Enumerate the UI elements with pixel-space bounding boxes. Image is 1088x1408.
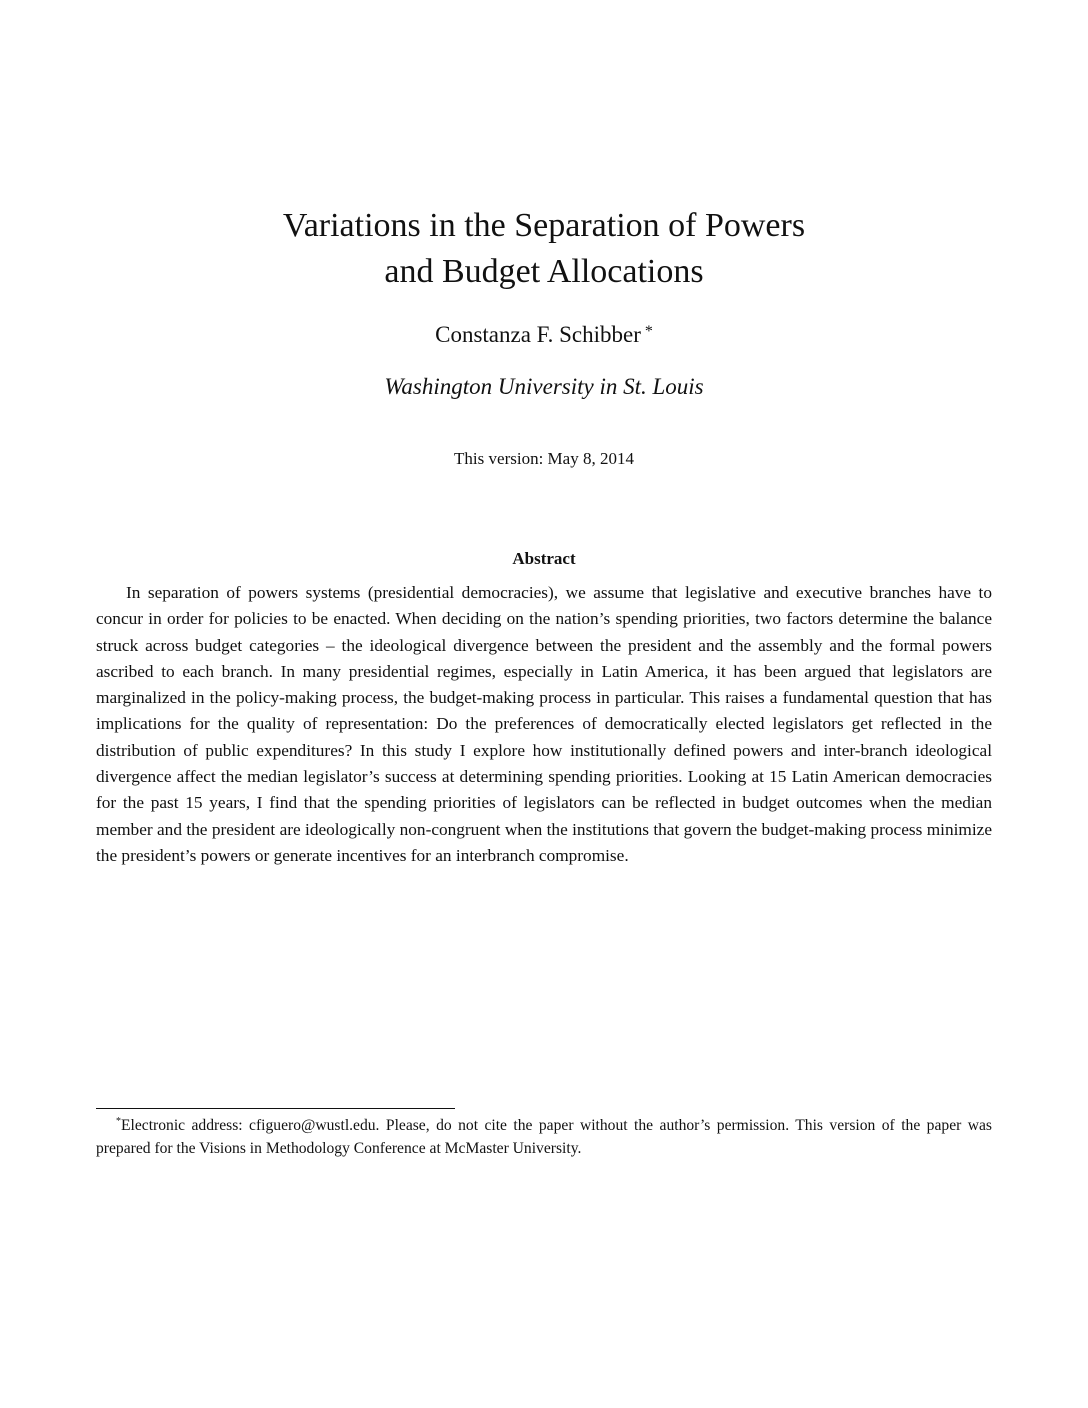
footnote-divider <box>96 1108 455 1109</box>
abstract-body: In separation of powers systems (presidential democracies), we assume that legislative and executive branches have to concur in order for policies to be enacted. When deciding on the nation’s spending priorities, two factors determine the balance struck across budget categories – the ideological divergence between the president and the assembly and the formal powers ascribed to each branch. In many presidential regimes, especially in Latin America, it has been argued that legislators are marginalized in the policy-making process, the budget-making process in particular. This raises a fundamental question that has implications for the quality of representation: Do the preferences of democratically elected legislators get reflected in the distribution of public expenditures? In this study I explore how institutionally defined powers and inter-branch ideological divergence affect the median legislator’s success at determining spending priorities. Looking at 15 Latin American democracies for the past 15 years, I find that the spending priorities of legislators can be reflected in budget outcomes when the median member and the president are ideologically non-congruent when the institutions that govern the budget-making process minimize the president’s powers or generate incentives for an interbranch compromise. <box>96 583 992 865</box>
version-date: This version: May 8, 2014 <box>454 449 634 468</box>
footnote-text: Electronic address: cfiguero@wustl.edu. Please, do not cite the paper without the author’s permission. This version of the paper was prepared for the Visions in Methodology Conference at McMaster University. <box>96 1117 992 1157</box>
title-line-1: Variations in the Separation of Powers <box>282 207 806 244</box>
abstract-heading: Abstract <box>512 549 576 568</box>
author-footnote-marker: * <box>644 323 653 340</box>
title-line-2: and Budget Allocations <box>384 253 704 290</box>
footnote <box>96 1114 992 1160</box>
author-line <box>0 320 1088 353</box>
paper-title <box>0 203 1088 295</box>
footnote-marker: * <box>116 1115 121 1127</box>
affiliation: Washington University in St. Louis <box>384 374 704 399</box>
author-name: Constanza F. Schibber <box>435 322 641 347</box>
